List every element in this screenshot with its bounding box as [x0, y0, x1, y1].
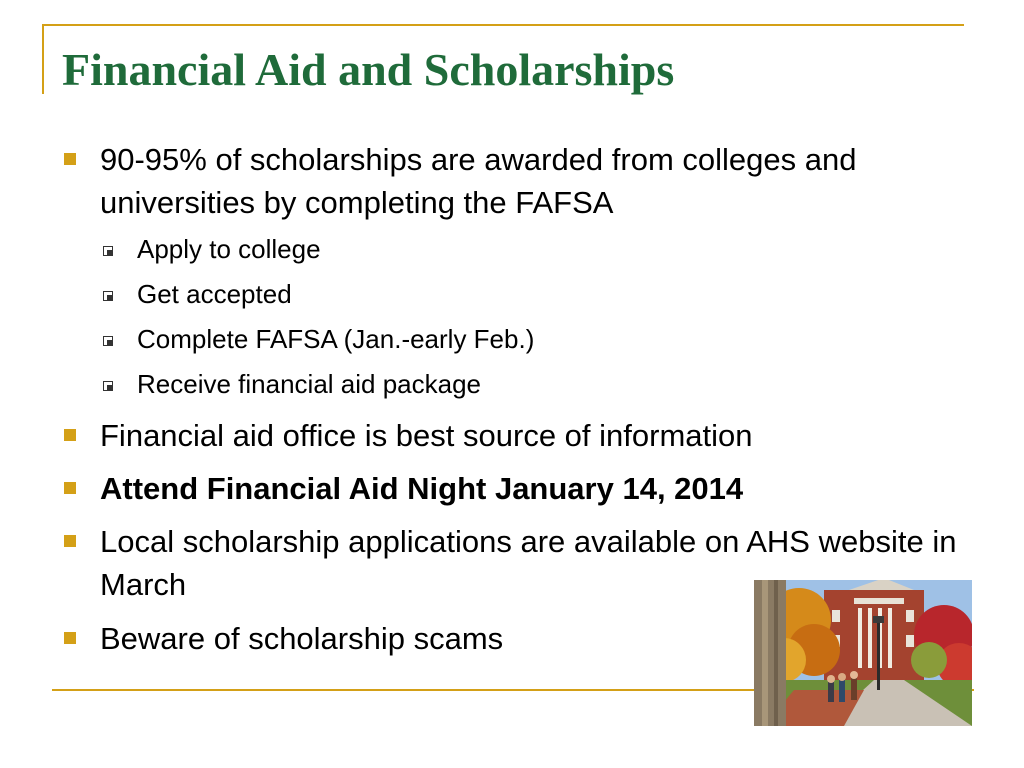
checkbox-bullet-icon [103, 246, 113, 256]
square-bullet-icon [64, 632, 76, 644]
campus-scene-illustration [754, 580, 972, 726]
square-bullet-icon [64, 482, 76, 494]
bullet-text: Beware of scholarship scams [100, 621, 504, 656]
campus-photo [754, 580, 972, 726]
sub-bullet-item [137, 369, 737, 399]
sub-bullet-text: Apply to college [137, 234, 321, 264]
bullet-text: Attend Financial Aid Night January 14, 2014 [100, 471, 744, 506]
bullet-text: 90-95% of scholarships are awarded from colleges and universities by completing the FAFSA [100, 142, 857, 220]
checkbox-bullet-icon [103, 291, 113, 301]
square-bullet-icon [64, 153, 76, 165]
bullet-item [100, 467, 960, 510]
bullet-item [100, 414, 960, 457]
bullet-item [100, 138, 960, 224]
sub-bullet-item [137, 279, 737, 309]
checkbox-bullet-icon [103, 336, 113, 346]
top-rule [42, 24, 964, 26]
sub-bullet-item [137, 324, 737, 354]
checkbox-bullet-icon [103, 381, 113, 391]
slide-title: Financial Aid and Scholarships [62, 44, 675, 95]
sub-bullet-text: Get accepted [137, 279, 292, 309]
bullet-text: Financial aid office is best source of information [100, 418, 753, 453]
sub-bullet-item [137, 234, 737, 264]
square-bullet-icon [64, 429, 76, 441]
sub-bullet-text: Complete FAFSA (Jan.-early Feb.) [137, 324, 535, 354]
bullet-text: Local scholarship applications are available on AHS website in March [100, 524, 957, 602]
sub-bullet-text: Receive financial aid package [137, 369, 481, 399]
left-rule [42, 24, 44, 94]
square-bullet-icon [64, 535, 76, 547]
